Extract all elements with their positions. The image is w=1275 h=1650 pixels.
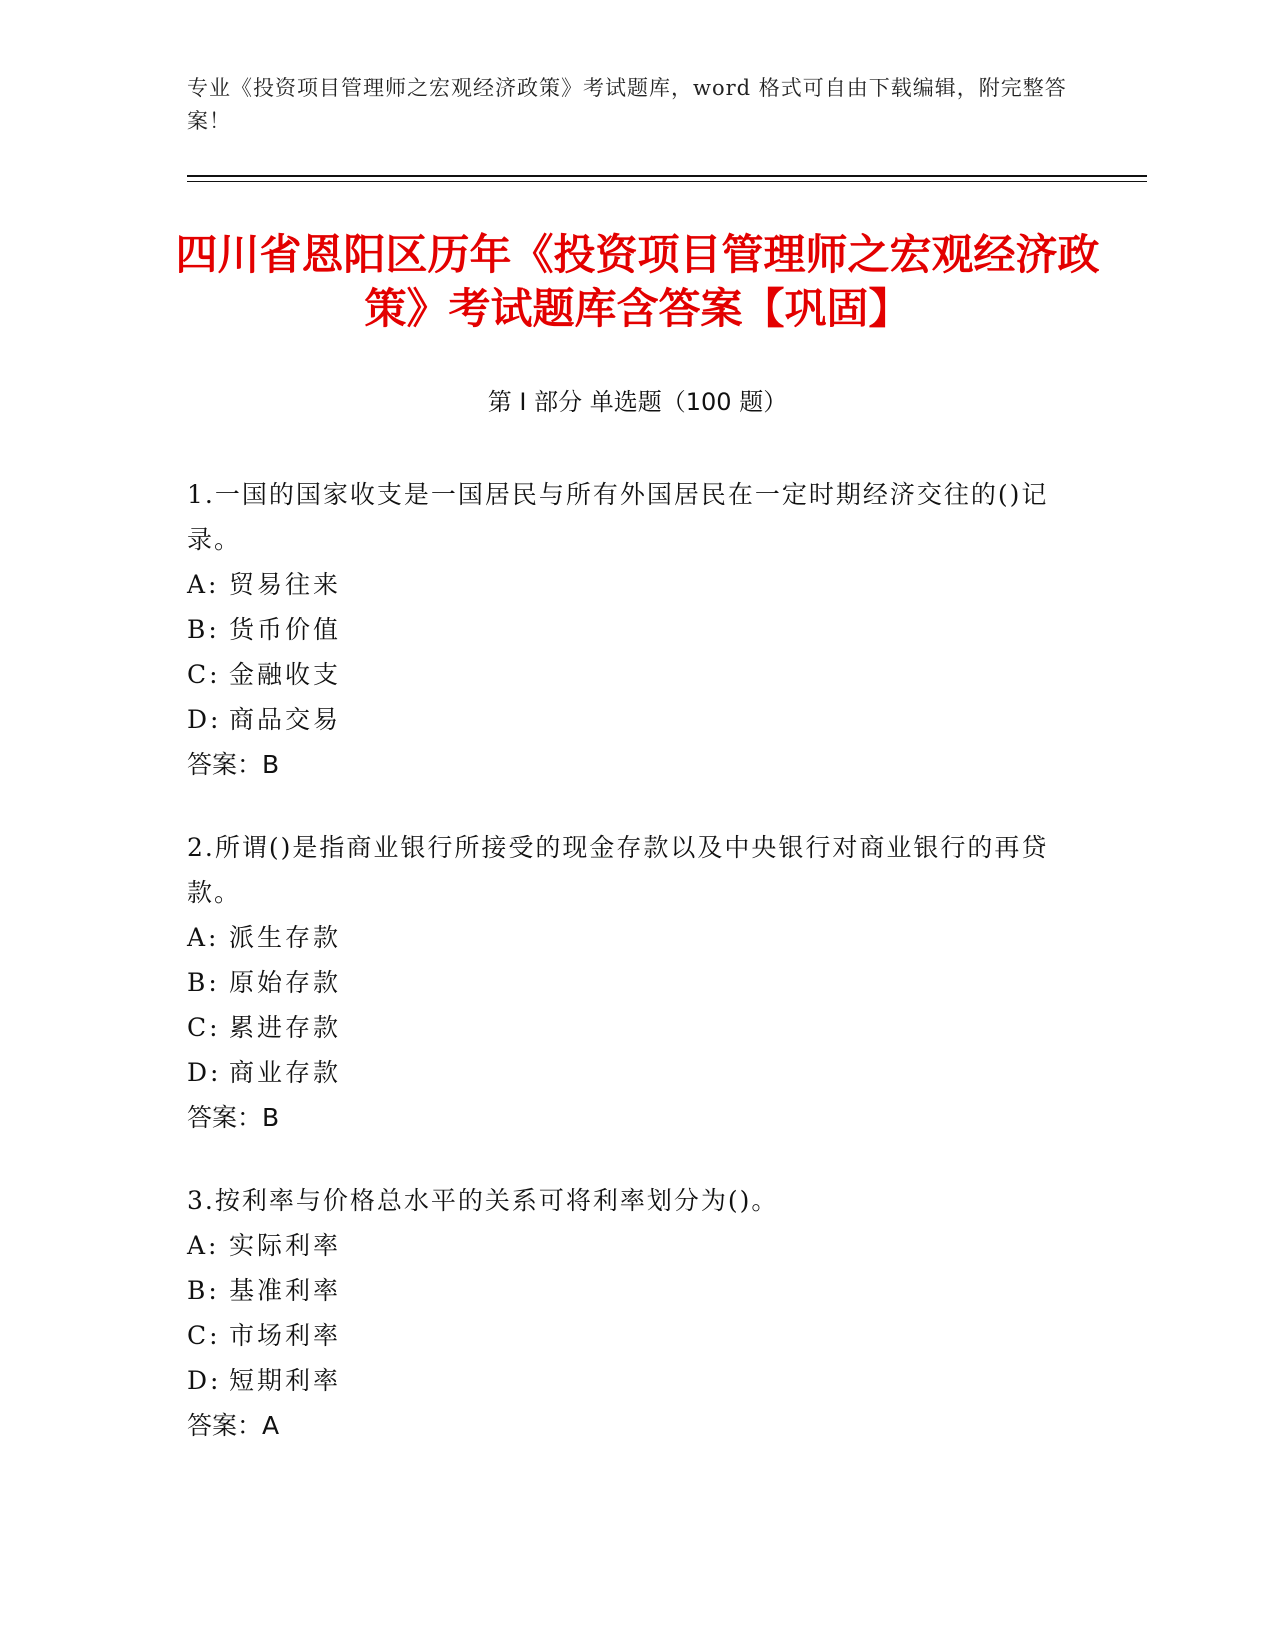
option-d — [187, 1050, 1067, 1095]
option-text: 派生存款 — [229, 923, 342, 952]
section-heading: 第 I 部分 单选题（100 题） — [487, 388, 788, 416]
answer-line: 答案：B — [187, 1103, 280, 1132]
question-text: 3.按利率与价格总水平的关系可将利率划分为()。 — [187, 1186, 779, 1215]
header-divider-thin — [187, 181, 1147, 182]
option-c — [187, 652, 1067, 697]
option-key: A: — [187, 1231, 220, 1260]
option-key: D: — [187, 705, 222, 734]
option-key: C: — [187, 1013, 221, 1042]
question-text: 2.所谓()是指商业银行所接受的现金存款以及中央银行对商业银行的再贷款。 — [187, 833, 1049, 907]
answer-line: 答案：A — [187, 1411, 280, 1440]
option-text: 基准利率 — [229, 1276, 342, 1305]
option-a — [187, 915, 1067, 960]
option-key: A: — [187, 923, 220, 952]
question-list — [187, 472, 1067, 1486]
option-key: B: — [187, 968, 220, 997]
option-key: B: — [187, 615, 220, 644]
option-text: 短期利率 — [229, 1366, 342, 1395]
header-note: 专业《投资项目管理师之宏观经济政策》考试题库，word 格式可自由下载编辑，附完整答案！ — [187, 76, 1067, 133]
option-text: 实际利率 — [229, 1231, 342, 1260]
option-text: 累进存款 — [229, 1013, 342, 1042]
header-divider-thick — [187, 175, 1147, 177]
option-text: 货币价值 — [229, 615, 342, 644]
option-c — [187, 1005, 1067, 1050]
question-item — [187, 825, 1067, 1140]
option-c — [187, 1313, 1067, 1358]
option-a — [187, 562, 1067, 607]
option-d — [187, 697, 1067, 742]
option-text: 商品交易 — [229, 705, 342, 734]
question-item — [187, 472, 1067, 787]
option-text: 金融收支 — [229, 660, 342, 689]
option-key: C: — [187, 660, 221, 689]
document-title: 四川省恩阳区历年《投资项目管理师之宏观经济政策》考试题库含答案【巩固】 — [175, 230, 1100, 333]
option-a — [187, 1223, 1067, 1268]
option-text: 商业存款 — [229, 1058, 342, 1087]
option-b — [187, 960, 1067, 1005]
question-item — [187, 1178, 1067, 1448]
option-text: 原始存款 — [229, 968, 342, 997]
option-text: 市场利率 — [229, 1321, 342, 1350]
option-key: D: — [187, 1366, 222, 1395]
question-text: 1.一国的国家收支是一国居民与所有外国居民在一定时期经济交往的()记录。 — [187, 480, 1049, 554]
option-key: D: — [187, 1058, 222, 1087]
option-key: A: — [187, 570, 220, 599]
option-d — [187, 1358, 1067, 1403]
option-b — [187, 1268, 1067, 1313]
option-key: B: — [187, 1276, 220, 1305]
option-text: 贸易往来 — [229, 570, 342, 599]
option-key: C: — [187, 1321, 221, 1350]
answer-line: 答案：B — [187, 750, 280, 779]
option-b — [187, 607, 1067, 652]
